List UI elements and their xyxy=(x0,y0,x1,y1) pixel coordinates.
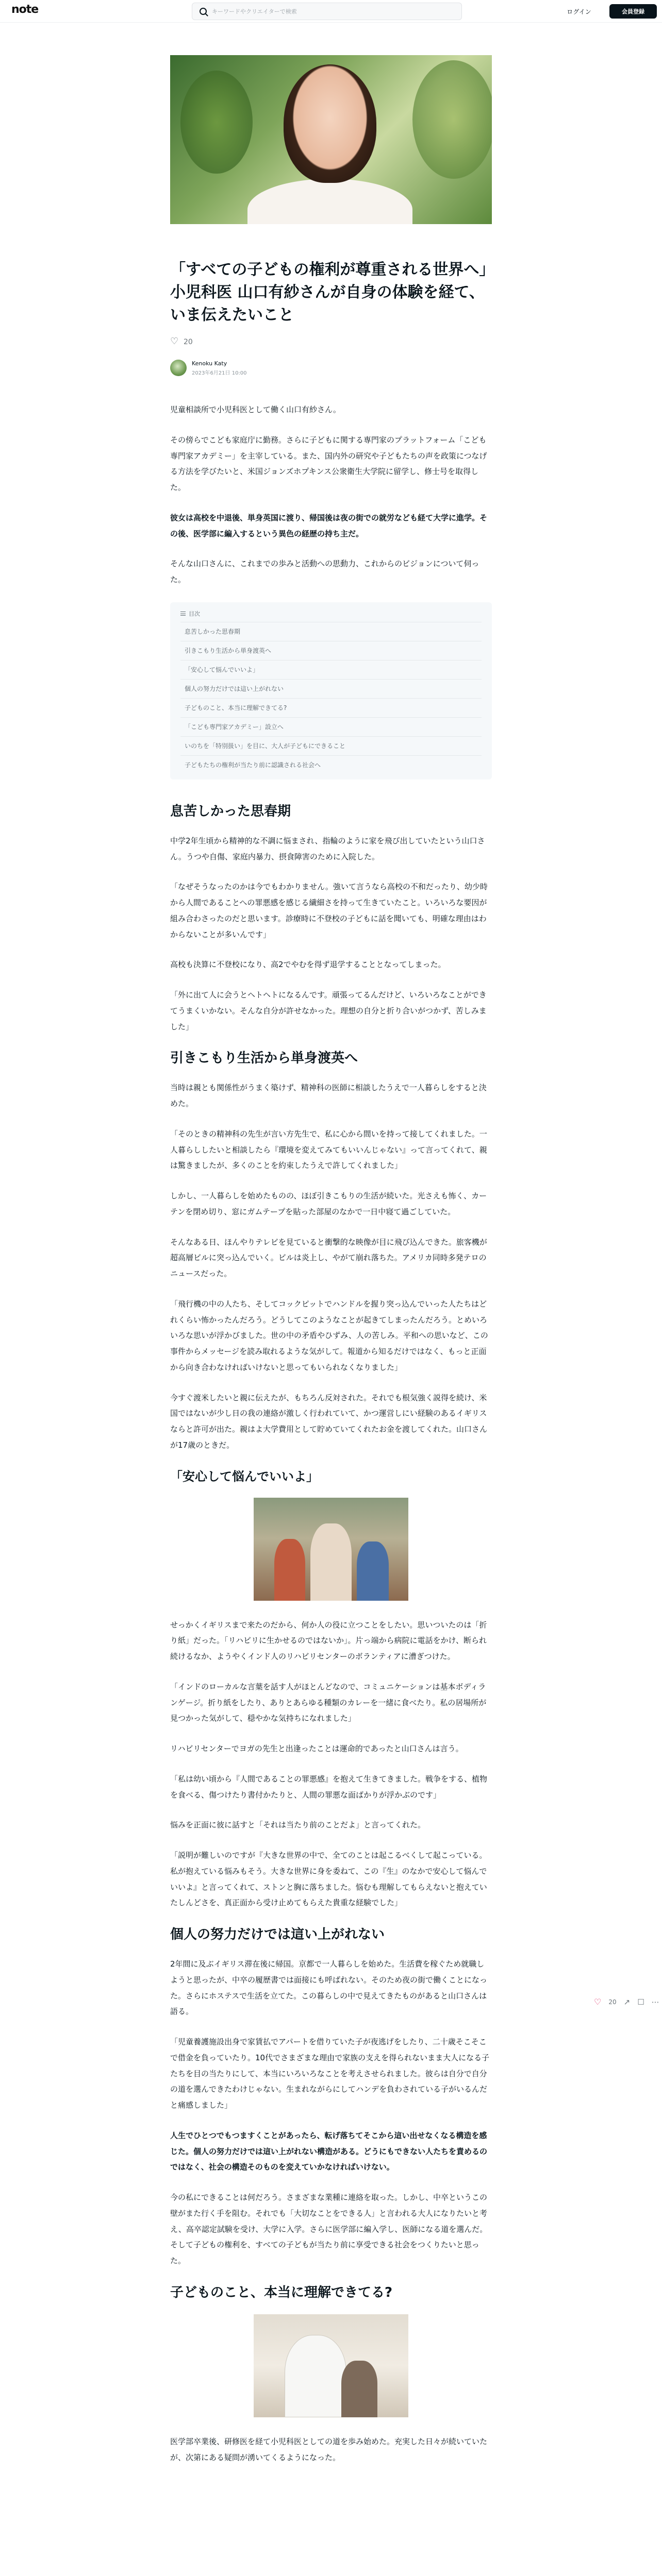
bookmark-icon[interactable]: ☐ xyxy=(637,1997,644,2007)
section-heading: 子どものこと、本当に理解できてる? xyxy=(170,2284,393,2300)
search-icon xyxy=(200,8,207,15)
floating-like-count: 20 xyxy=(608,1998,617,2006)
section-paragraph: 「私は幼い頃から『人間であることの罪悪感』を抱えて生きてきました。戦争をする、植物を食べる、傷つけたり書付かたりと、人間の罪悪な面ばかりが浮かぶのです」 xyxy=(170,1774,488,1800)
article-title: 「すべての子どもの権利が尊重される世界へ」小児科医 山口有紗さんが自身の体験を経て、いま伝えたいこと xyxy=(170,261,487,324)
toc-item[interactable]: 息苦しかった思春期 xyxy=(180,622,482,641)
author-name[interactable]: Kenoku Katy xyxy=(192,360,227,367)
toc-item[interactable]: 子どもたちの権利が当たり前に認識される社会へ xyxy=(180,755,482,774)
signup-button[interactable]: 会員登録 xyxy=(609,4,657,19)
author-info[interactable] xyxy=(170,360,247,376)
section-paragraph: 「そのときの精神科の先生が言い方先生で、私に心から間いを持って接してくれました。一人暮らししたいと相談したら『環境を変えてみてもいいんじゃない』って言ってくれて、親は驚きましたが、多くのことを約束したうえで許してくれました」 xyxy=(170,1129,487,1171)
section-paragraph: 2年間に及ぶイギリス滞在後に帰国。京都で一人暮らしを始めた。生活費を稼ぐため就職しようと思ったが、中卒の履歴書では面接にも呼ばれない。そのため夜の街で働くことになった。さらにホステスで生活を立てた。この暮らしの中で見えてきたものがあると山口さんは語る。 xyxy=(170,1959,488,2016)
section-heading: 息苦しかった思春期 xyxy=(170,803,291,819)
section-heading: 個人の努力だけでは這い上がれない xyxy=(170,1927,385,1942)
section-paragraph: せっかくイギリスまで来たのだから、何か人の役に立つことをしたい。思いついたのは「折り紙」だった。「リハビリに生かせるのではないか」。片っ端から病院に電話をかけ、断られ続けるなか、ようやくインド人のリハビリセンターのボランティアに漕ぎつけた。 xyxy=(170,1620,487,1661)
section-paragraph: 「説明が難しいのですが『大きな世界の中で、全てのことは起こるべくして起こっている。私が抱えている悩みもそう。大きな世界に身を委ねて、この『生』のなかで安心して悩んでいいよ』と言ってくれて、ストンと胸に落ちました。悩むも理解してもらえないと抱えていたしんどさを、真正面から受け止めてもらえた貴重な経験でした」 xyxy=(170,1851,487,1908)
avatar[interactable] xyxy=(170,360,187,376)
intro-paragraph: 児童相談所で小児科医として働く山口有紗さん。 xyxy=(170,405,341,414)
section-paragraph: 今すぐ渡米したいと親に伝えたが、もちろん反対された。それでも根気強く説得を続け、米国ではないが少し日の我の連絡が激しく行われていて、かつ運営しにい経験のあるイギリスならと許可が出た。親はよ大学費用として貯めていてくれたお金を渡してくれた。山口さんが17歳のときだ。 xyxy=(170,1393,488,1450)
like-counter[interactable] xyxy=(170,338,193,346)
section-paragraph: しかし、一人暮らしを始めたものの、ほぼ引きこもりの生活が続いた。光さえも怖く、カーテンを閉め切り、窓にガムテープを貼った部屋のなかで一日中寝て過ごしていた。 xyxy=(170,1191,487,1216)
like-count: 20 xyxy=(184,338,193,346)
section-paragraph: 「インドのローカルな言葉を話す人がほとんどなので、コミュニケーションは基本ボディランゲージ。折り紙をしたり、ありとあらゆる種類のカレーを一緒に食べたり。私の居場所が見つかった気がして、穏やかな気持ちになれました」 xyxy=(170,1682,487,1723)
article-body xyxy=(170,402,492,2480)
section-paragraph: 今の私にできることは何だろう。さまざまな業種に連絡を取った。しかし、中卒というこの壁がまた行く手を阻む。それでも「大切なことをできる人」と言われる大人になりたいと考え、高卒認定試験を受け、大学に入学。さらに医学部に編入学し、医師になる道を選んだ。そして子どもの権利を、すべての子どもが当たり前に享受できる社会をつくりたいと思った。 xyxy=(170,2193,488,2265)
section-paragraph: 「児童養護施設出身で家賃払でアパートを借りていた子が夜逃げをしたり、二十歳そこそこで借金を負っていたり。10代でさまざまな理由で家族の支えを得られないまま大人になる子たちを目の当たりにして、本当にいろいろなことを考えさせられました。彼らは自分で自分の道を選んできたわけじゃない。生まれながらにしてハンデを負わされている子がいるんだと痛感しました」 xyxy=(170,2037,490,2110)
table-of-contents xyxy=(170,602,492,779)
hero-image xyxy=(170,55,492,224)
section-paragraph: 「なぜそうなったのかは今でもわかりません。強いて言うなら高校の不和だったり、幼少時から人間であることへの罪悪感を感じる繊細さを持って生きていたこと。いろいろな要因が組み合わさったのだと思います。診療時に不登校の子どもに話を聞いても、明確な理由はわからないことが多いんです」 xyxy=(170,882,488,939)
section-paragraph: そんなある日、ほんやりテレビを見ていると衝撃的な映像が目に飛び込んできた。旅客機が超高層ビルに突っ込んでいく。ビルは炎上し、やがて崩れ落ちた。アメリカ同時多発テロのニュースだった。 xyxy=(170,1237,487,1278)
publish-date: 2023年6月21日 10:00 xyxy=(192,370,247,376)
heart-icon[interactable] xyxy=(170,338,178,346)
clinic-photo xyxy=(254,2314,408,2417)
children-photo xyxy=(254,1498,408,1601)
section-heading: 「安心して悩んでいいよ」 xyxy=(170,1469,319,1484)
toc-item[interactable]: 個人の努力だけでは這い上がれない xyxy=(180,679,482,698)
intro-paragraph: その傍らでこども家庭庁に勤務。さらに子どもに関する専門家のプラットフォーム「こども専門家アカデミー」を主宰している。また、国内外の研究や子どもたちの声を政策につなげる方法を学びたいと、米国ジョンズホプキンス公衆衛生大学院に留学し、修士号を取得した。 xyxy=(170,435,487,492)
login-button[interactable]: ログイン xyxy=(567,8,591,15)
section-paragraph: 高校も決算に不登校になり、高2でやむを得ず退学することとなってしまった。 xyxy=(170,960,446,970)
floating-action-bar xyxy=(594,1997,659,2007)
section-heading: 引きこもり生活から単身渡英へ xyxy=(170,1050,358,1066)
intro-paragraph: 彼女は高校を中退後、単身英国に渡り、帰国後は夜の街での就労なども経て大学に進学。その後、医学部に編入するという異色の経歴の持ち主だ。 xyxy=(170,513,488,538)
toc-item[interactable]: 「安心して悩んでいいよ」 xyxy=(180,660,482,679)
section-paragraph: 当時は親とも関係性がうまく築けず、精神科の医師に相談したうえで一人暮らしをすると決めた。 xyxy=(170,1083,487,1108)
heart-icon[interactable]: ♡ xyxy=(594,1997,602,2007)
section-paragraph: 人生でひとつでもつますくことがあったら、転げ落ちてそこから這い出せなくなる構造を感じた。個人の努力だけでは這い上がれない構造がある。どうにもできない人たちを責めるのではなく、社会の構造そのものを変えていかなければいけない。 xyxy=(170,2130,488,2172)
list-icon xyxy=(180,612,186,616)
section-paragraph: 中学2年生頃から精神的な不調に悩まされ、指輪のように家を飛び出していたという山口さん。うつや自傷、家庭内暴力、摂食障害のために入院した。 xyxy=(170,836,485,861)
toc-item[interactable]: いのちを「特別扱い」を目に、大人が子どもにできること xyxy=(180,736,482,755)
toc-label: 目次 xyxy=(189,610,200,617)
section-paragraph: 「外に出て人に会うとヘトヘトになるんです。頑張ってるんだけど、いろいろなことができてうまくいかない。そんな自分が許せなかった。理想の自分と折り合いがつかず、苦しみました」 xyxy=(170,990,487,1031)
intro-paragraph: そんな山口さんに、これまでの歩みと活動への思動力、これからのビジョンについて伺った。 xyxy=(170,559,479,584)
share-icon[interactable]: ↗ xyxy=(623,1997,631,2007)
toc-item[interactable]: 「こども専門家アカデミー」設立へ xyxy=(180,717,482,736)
search-input[interactable] xyxy=(192,3,462,20)
section-paragraph: リハビリセンターでヨガの先生と出逢ったことは運命的であったと山口さんは言う。 xyxy=(170,1744,464,1753)
search-placeholder: キーワードやクリエイターで検索 xyxy=(212,8,297,15)
toc-item[interactable]: 子どものこと、本当に理解できてる? xyxy=(180,698,482,717)
section-paragraph: 医学部卒業後、研修医を経て小児科医としての道を歩み始めた。充実した日々が続いていたが、次第にある疑問が湧いてくるようになった。 xyxy=(170,2436,488,2462)
more-icon[interactable]: ⋯ xyxy=(651,1997,659,2007)
toc-item[interactable]: 引きこもり生活から単身渡英へ xyxy=(180,641,482,660)
note-logo[interactable]: note xyxy=(11,3,39,16)
section-paragraph: 悩みを正面に彼に話すと「それは当たり前のことだよ」と言ってくれた。 xyxy=(170,1820,426,1830)
section-paragraph: 「飛行機の中の人たち、そしてコックピットでハンドルを握り突っ込んでいった人たちはどれくらい怖かったんだろう。どうしてこのようなことが起きてしまったんだろう。とめいろいろな思いが浮かびました。世の中の矛盾やひずみ、人の苦しみ。平和への思いなど、この事件からメッセージを読み取れるような気がして。報道から知るだけではなく、もっと正面から向き合わなければいけないと思ってもいられなくなりました」 xyxy=(170,1299,488,1372)
top-bar xyxy=(0,0,662,23)
